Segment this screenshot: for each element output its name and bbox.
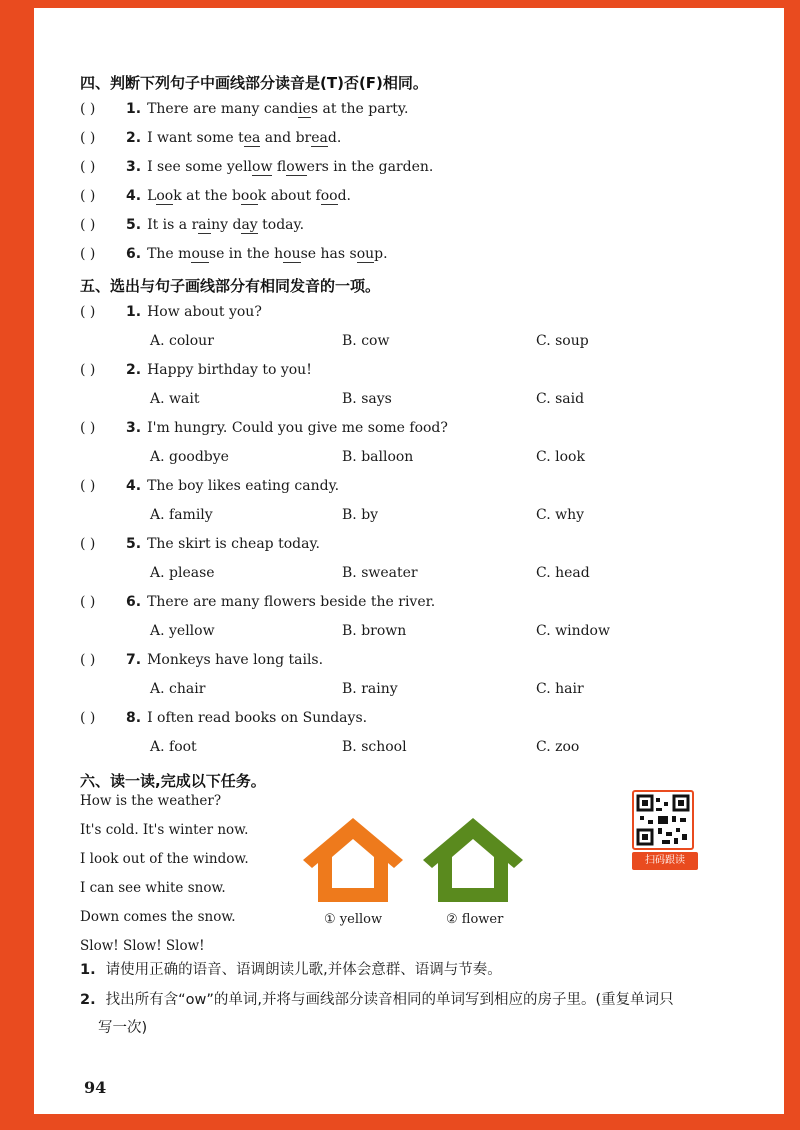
answer-blank[interactable]: ( ) [80,536,96,552]
option-b[interactable]: B. sweater [342,565,418,581]
answer-blank[interactable]: ( ) [80,130,96,146]
task-2-cont: 写一次) [98,1020,148,1036]
qr-code[interactable] [632,790,698,870]
question-sentence: There are many flowers beside the river. [147,594,436,610]
answer-blank[interactable]: ( ) [80,594,96,610]
question-number: 8. [126,710,142,726]
poem-line: I look out of the window. [80,851,249,867]
question-number: 6. [126,594,142,610]
question-number: 4. [126,478,142,494]
house-label-yellow: ① yellow [324,912,383,927]
option-c[interactable]: C. window [536,623,610,639]
question-sentence: The skirt is cheap today. [147,536,320,552]
option-a[interactable]: A. goodbye [150,449,229,465]
page-border-right [784,0,800,1130]
option-b[interactable]: B. cow [342,333,390,349]
s5-question [80,304,262,320]
answer-blank[interactable]: ( ) [80,304,96,320]
option-c[interactable]: C. soup [536,333,589,349]
poem-line: Slow! Slow! Slow! [80,938,205,954]
answer-blank[interactable]: ( ) [80,420,96,436]
answer-blank[interactable]: ( ) [80,246,96,262]
s5-question [80,652,323,668]
s4-item-1: ( ) 1. There are many candies at the party. [80,101,409,117]
house-icon-yellow[interactable] [298,812,408,906]
section5-heading: 五、选出与句子画线部分有相同发音的一项。 [80,277,381,295]
option-a[interactable]: A. yellow [150,623,215,639]
question-number: 1. [126,304,142,320]
option-a[interactable]: A. foot [150,739,197,755]
s5-question [80,594,435,610]
question-sentence: How about you? [147,304,262,320]
option-a[interactable]: A. chair [150,681,206,697]
option-a[interactable]: A. please [150,565,215,581]
answer-blank[interactable]: ( ) [80,478,96,494]
house-icon-flower[interactable] [418,812,528,906]
house-label-flower: ② flower [446,912,504,927]
option-a[interactable]: A. colour [150,333,214,349]
question-sentence: I'm hungry. Could you give me some food? [147,420,448,436]
s5-question [80,478,339,494]
answer-blank[interactable]: ( ) [80,710,96,726]
page-border-top [0,0,800,8]
qr-label: 扫码跟读 [632,852,698,870]
option-c[interactable]: C. hair [536,681,584,697]
option-c[interactable]: C. zoo [536,739,580,755]
option-c[interactable]: C. look [536,449,585,465]
page-number: 94 [84,1078,107,1097]
poem-line: I can see white snow. [80,880,226,896]
option-b[interactable]: B. school [342,739,407,755]
poem-line: It's cold. It's winter now. [80,822,249,838]
poem-line: Down comes the snow. [80,909,236,925]
answer-blank[interactable]: ( ) [80,652,96,668]
answer-blank[interactable]: ( ) [80,188,96,204]
option-b[interactable]: B. brown [342,623,407,639]
poem-line: How is the weather? [80,793,222,809]
answer-blank[interactable]: ( ) [80,362,96,378]
option-b[interactable]: B. balloon [342,449,414,465]
task-1: 1. 请使用正确的语音、语调朗读儿歌,并体会意群、语调与节奏。 [80,962,502,978]
question-sentence: Happy birthday to you! [147,362,312,378]
option-a[interactable]: A. wait [150,391,200,407]
option-a[interactable]: A. family [150,507,213,523]
s4-item-4: ( ) 4. Look at the book about food. [80,188,352,204]
s5-question [80,362,312,378]
option-c[interactable]: C. said [536,391,585,407]
s5-question [80,420,448,436]
s4-item-6: ( ) 6. The mouse in the house has soup. [80,246,388,262]
question-sentence: I often read books on Sundays. [147,710,368,726]
question-sentence: Monkeys have long tails. [147,652,324,668]
section4-heading: 四、判断下列句子中画线部分读音是(T)否(F)相同。 [80,74,428,92]
section6-heading: 六、读一读,完成以下任务。 [80,772,266,790]
option-b[interactable]: B. says [342,391,392,407]
s4-item-3: ( ) 3. I see some yellow flowers in the garden. [80,159,434,175]
s5-question [80,536,320,552]
question-sentence: The boy likes eating candy. [147,478,340,494]
option-c[interactable]: C. head [536,565,590,581]
question-number: 2. [126,362,142,378]
option-c[interactable]: C. why [536,507,585,523]
task-2: 2. 找出所有含“ow”的单词,并将与画线部分读音相同的单词写到相应的房子里。(重复单词只 [80,992,674,1008]
question-number: 7. [126,652,142,668]
question-number: 3. [126,420,142,436]
answer-blank[interactable]: ( ) [80,159,96,175]
option-b[interactable]: B. by [342,507,379,523]
page-border-bottom [0,1114,800,1130]
answer-blank[interactable]: ( ) [80,101,96,117]
question-number: 5. [126,536,142,552]
answer-blank[interactable]: ( ) [80,217,96,233]
page-border-left [0,0,34,1130]
s4-item-5: ( ) 5. It is a rainy day today. [80,217,305,233]
option-b[interactable]: B. rainy [342,681,398,697]
s4-item-2: ( ) 2. I want some tea and bread. [80,130,342,146]
s5-question [80,710,367,726]
qr-code-icon [632,790,694,850]
